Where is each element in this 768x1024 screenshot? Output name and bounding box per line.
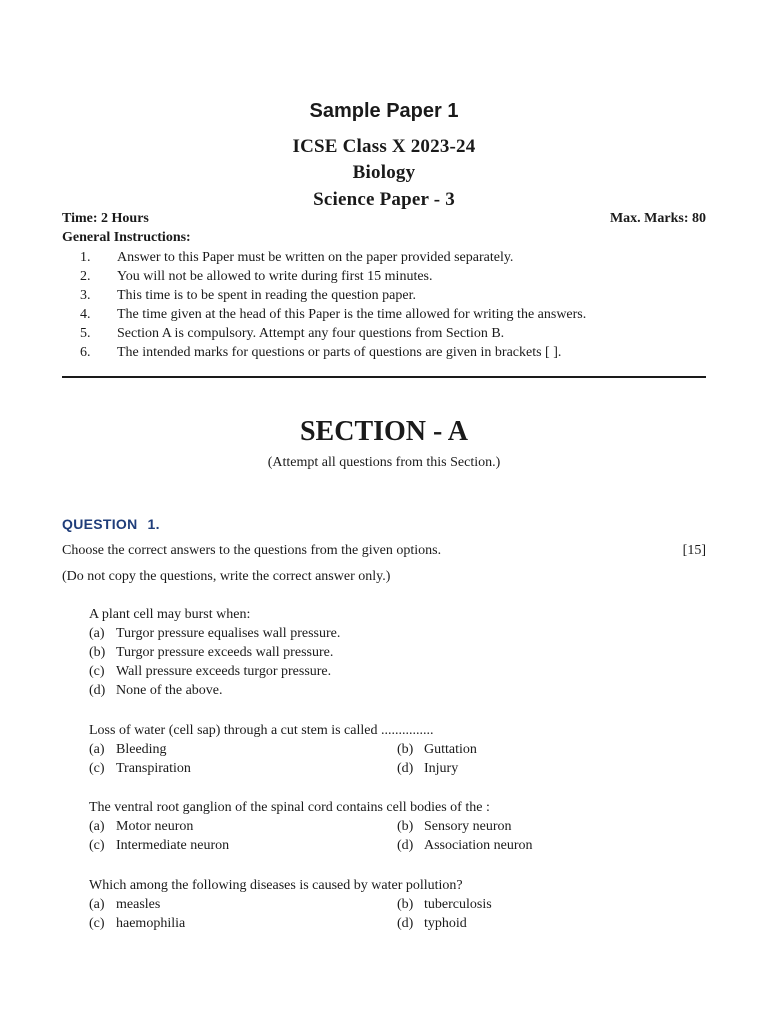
mcq-option	[89, 897, 160, 913]
question-instruction: Choose the correct answers to the questions from the given options.	[62, 543, 442, 558]
option-text: measles	[116, 897, 161, 912]
instruction-text: This time is to be spent in reading the question paper.	[117, 288, 416, 303]
instruction-item	[62, 324, 722, 343]
instruction-text: Section A is compulsory. Attempt any four questions from Section B.	[117, 326, 505, 341]
option-text: Sensory neuron	[424, 819, 512, 834]
mcq-option	[89, 819, 193, 835]
instruction-item	[62, 286, 722, 305]
subject-name: Biology	[352, 162, 416, 183]
mcq-option	[397, 742, 477, 758]
option-text: Injury	[424, 761, 459, 776]
mcq-question: A plant cell may burst when:	[89, 607, 251, 622]
option-label: (c)	[89, 838, 105, 853]
mcq-question: Loss of water (cell sap) through a cut stem is called ...............	[89, 723, 434, 738]
option-text: Turgor pressure equalises wall pressure.	[116, 626, 341, 641]
option-label: (a)	[89, 626, 105, 641]
option-label: (c)	[89, 664, 105, 679]
mcq-option	[89, 683, 223, 699]
mcq-option	[89, 916, 185, 932]
question-note: (Do not copy the questions, write the correct answer only.)	[62, 569, 391, 584]
question-label: QUESTION	[62, 516, 138, 532]
option-text: None of the above.	[116, 683, 223, 698]
instruction-text: Answer to this Paper must be written on the paper provided separately.	[117, 250, 514, 265]
option-label: (c)	[89, 916, 105, 931]
option-label: (a)	[89, 897, 105, 912]
mcq-option	[397, 897, 492, 913]
option-label: (c)	[89, 761, 105, 776]
time-label: Time: 2 Hours	[62, 211, 149, 226]
mcq-option	[89, 742, 167, 758]
instruction-number: 1.	[80, 250, 91, 265]
option-label: (b)	[89, 645, 106, 660]
max-marks-label: Max. Marks: 80	[609, 211, 706, 226]
option-text: Turgor pressure exceeds wall pressure.	[116, 645, 334, 660]
option-label: (d)	[397, 838, 414, 853]
option-label: (b)	[397, 897, 414, 912]
instruction-number: 4.	[80, 307, 91, 322]
option-text: Motor neuron	[116, 819, 194, 834]
mcq-option	[397, 761, 458, 777]
option-text: typhoid	[424, 916, 467, 931]
instruction-number: 6.	[80, 345, 91, 360]
instructions-list	[62, 248, 722, 362]
option-label: (d)	[397, 761, 414, 776]
horizontal-rule	[62, 376, 706, 378]
option-text: Association neuron	[424, 838, 533, 853]
mcq-option	[397, 838, 532, 854]
section-note: (Attempt all questions from this Section.)	[267, 455, 501, 470]
option-text: Guttation	[424, 742, 477, 757]
instruction-text: The intended marks for questions or parts of questions are given in brackets [ ].	[117, 345, 562, 360]
instruction-item	[62, 248, 722, 267]
mcq-option	[89, 838, 229, 854]
mcq-option	[89, 645, 333, 661]
instruction-number: 2.	[80, 269, 91, 284]
option-text: Wall pressure exceeds turgor pressure.	[116, 664, 332, 679]
instruction-item	[62, 305, 722, 324]
option-label: (a)	[89, 742, 105, 757]
mcq-option	[397, 916, 467, 932]
instruction-text: You will not be allowed to write during first 15 minutes.	[117, 269, 433, 284]
question-marks: [15]	[682, 543, 706, 558]
mcq-question: Which among the following diseases is caused by water pollution?	[89, 878, 463, 893]
paper-name: Science Paper - 3	[313, 189, 455, 210]
option-label: (d)	[89, 683, 106, 698]
instruction-item	[62, 267, 722, 286]
mcq-option	[89, 761, 191, 777]
option-label: (d)	[397, 916, 414, 931]
instruction-text: The time given at the head of this Paper is the time allowed for writing the answers.	[117, 307, 587, 322]
option-text: haemophilia	[116, 916, 186, 931]
question-heading	[62, 516, 160, 532]
option-label: (b)	[397, 819, 414, 834]
instructions-title: General Instructions:	[62, 230, 191, 245]
option-text: Bleeding	[116, 742, 167, 757]
mcq-option	[89, 664, 331, 680]
option-text: Intermediate neuron	[116, 838, 230, 853]
option-label: (a)	[89, 819, 105, 834]
mcq-question: The ventral root ganglion of the spinal cord contains cell bodies of the :	[89, 800, 490, 815]
instruction-number: 5.	[80, 326, 91, 341]
mcq-option	[89, 626, 340, 642]
instruction-item	[62, 343, 722, 362]
option-text: Transpiration	[116, 761, 191, 776]
meta-row	[62, 211, 706, 227]
instruction-number: 3.	[80, 288, 91, 303]
option-label: (b)	[397, 742, 414, 757]
exam-name: ICSE Class X 2023-24	[292, 136, 476, 157]
paper-title: Sample Paper 1	[309, 100, 459, 122]
option-text: tuberculosis	[424, 897, 492, 912]
question-number: 1.	[147, 516, 160, 532]
mcq-option	[397, 819, 512, 835]
section-title: SECTION - A	[299, 416, 469, 447]
